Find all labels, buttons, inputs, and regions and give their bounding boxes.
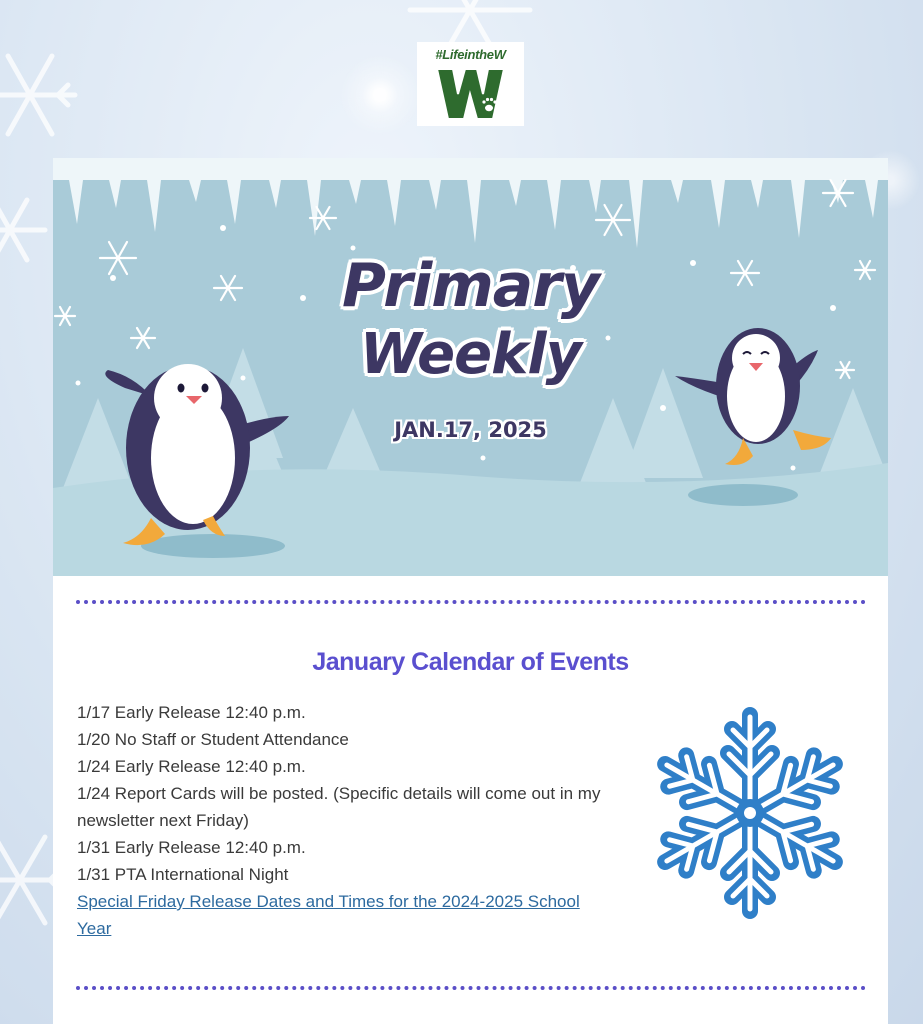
event-item: 1/24 Report Cards will be posted. (Specific details will come out in my newsletter next Friday) (77, 784, 601, 830)
snowflake-icon (635, 698, 865, 928)
release-dates-link-item (77, 888, 617, 942)
event-item: 1/31 Early Release 12:40 p.m. (77, 838, 306, 857)
calendar-title: January Calendar of Events (312, 648, 629, 676)
w-paw-logo-icon (417, 42, 524, 126)
school-logo[interactable] (417, 42, 524, 126)
event-item: 1/24 Early Release 12:40 p.m. (77, 757, 306, 776)
release-dates-link[interactable]: Special Friday Release Dates and Times for the 2024-2025 School Year (77, 892, 580, 938)
banner-date: JAN.17, 2025 (394, 418, 547, 442)
dotted-divider (76, 600, 866, 604)
event-item: 1/20 No Staff or Student Attendance (77, 730, 349, 749)
event-item: 1/31 PTA International Night (77, 865, 289, 884)
header-banner (53, 158, 888, 576)
banner-title-line2: Weekly (359, 322, 582, 387)
dotted-divider (76, 986, 866, 990)
event-list (77, 699, 617, 942)
newsletter-card (53, 158, 888, 1024)
banner-title-line1: Primary (342, 251, 599, 321)
event-item: 1/17 Early Release 12:40 p.m. (77, 703, 306, 722)
logo-hashtag: #LifeintheW (435, 47, 506, 62)
